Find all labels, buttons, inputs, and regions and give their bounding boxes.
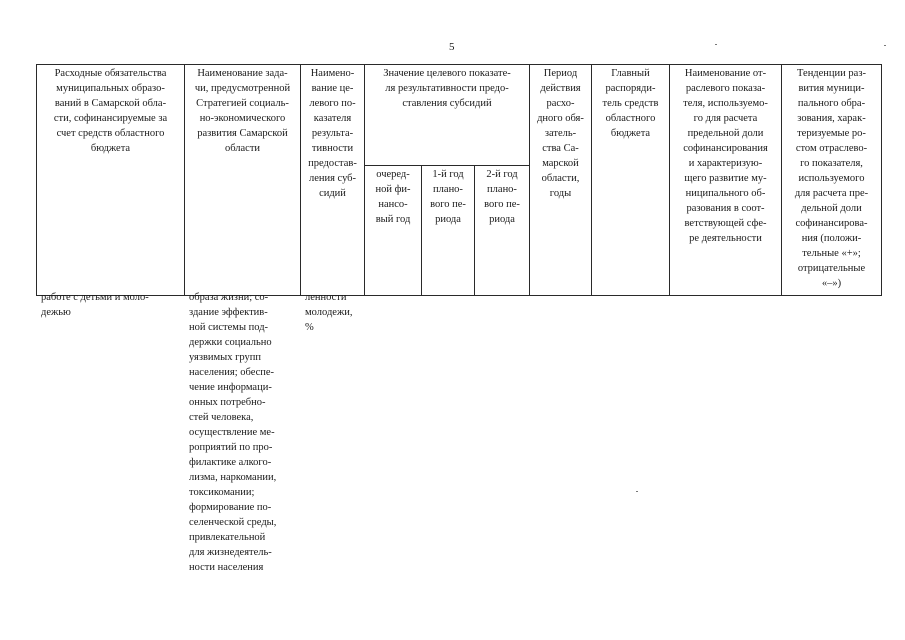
header-chief-administrator: Главный распоряди- тель средств областного бюджета — [592, 65, 670, 296]
header-indicator-values: Значение целевого показате- ля результативности предо- ставления субсидий — [365, 65, 530, 166]
scan-speck — [884, 45, 886, 46]
header-development-trends: Тенденции раз- вития муници- пального обра- зования, харак- теризуемые ро- стом отраслево- го показателя, используемого для расчета пре- дельной доли софинансирова- ния (положи- тельные «+»; отрицательные «–») — [782, 65, 882, 296]
header-planning-year-2: 2-й год плано- вого пе- риода — [475, 165, 530, 295]
header-expense-obligations: Расходные обязательства муниципальных образо- ваний в Самарской обла- сти, софинансируемые за счет средств областного бюджета — [37, 65, 185, 296]
page-number: 5 — [449, 41, 455, 53]
header-validity-period: Период действия расхо- дного обя- затель- ства Са- марской области, годы — [530, 65, 592, 296]
header-task-name: Наименование зада- чи, предусмотренной Стратегией социаль- но-экономического развития Самарской области — [185, 65, 301, 296]
header-target-indicator: Наимено- вание це- левого по- казателя результа- тивности предостав- ления суб- сидий — [301, 65, 365, 296]
scan-speck — [636, 491, 638, 492]
continuation-expense-obligations: работе с детьми и моло- дежью — [41, 292, 149, 318]
scan-speck — [715, 44, 717, 45]
continuation-target-indicator: ленности молодежи, % — [305, 292, 353, 333]
header-next-fiscal-year: очеред- ной фи- нансо- вый год — [365, 165, 422, 295]
header-sector-indicator: Наименование от- раслевого показа- теля, используемо- го для расчета предельной доли софинансирования и характеризую- щего развитие му- ниципального об- разования в соот- ветствующей сфе- ре деятельности — [670, 65, 782, 296]
header-planning-year-1: 1-й год плано- вого пе- риода — [422, 165, 475, 295]
continuation-task-name: образа жизни; со- здание эффектив- ной системы под- держки социально уязвимых групп населения; обеспе- чение информаци- онных потребно- стей человека, осуществление ме- роприятий по про- филактике алкого- лизма, наркомании, токсикомании; формирование по- селенческой среды, привлекательной для жизнедеятель- ности населения — [189, 292, 277, 573]
header-table — [36, 64, 882, 296]
